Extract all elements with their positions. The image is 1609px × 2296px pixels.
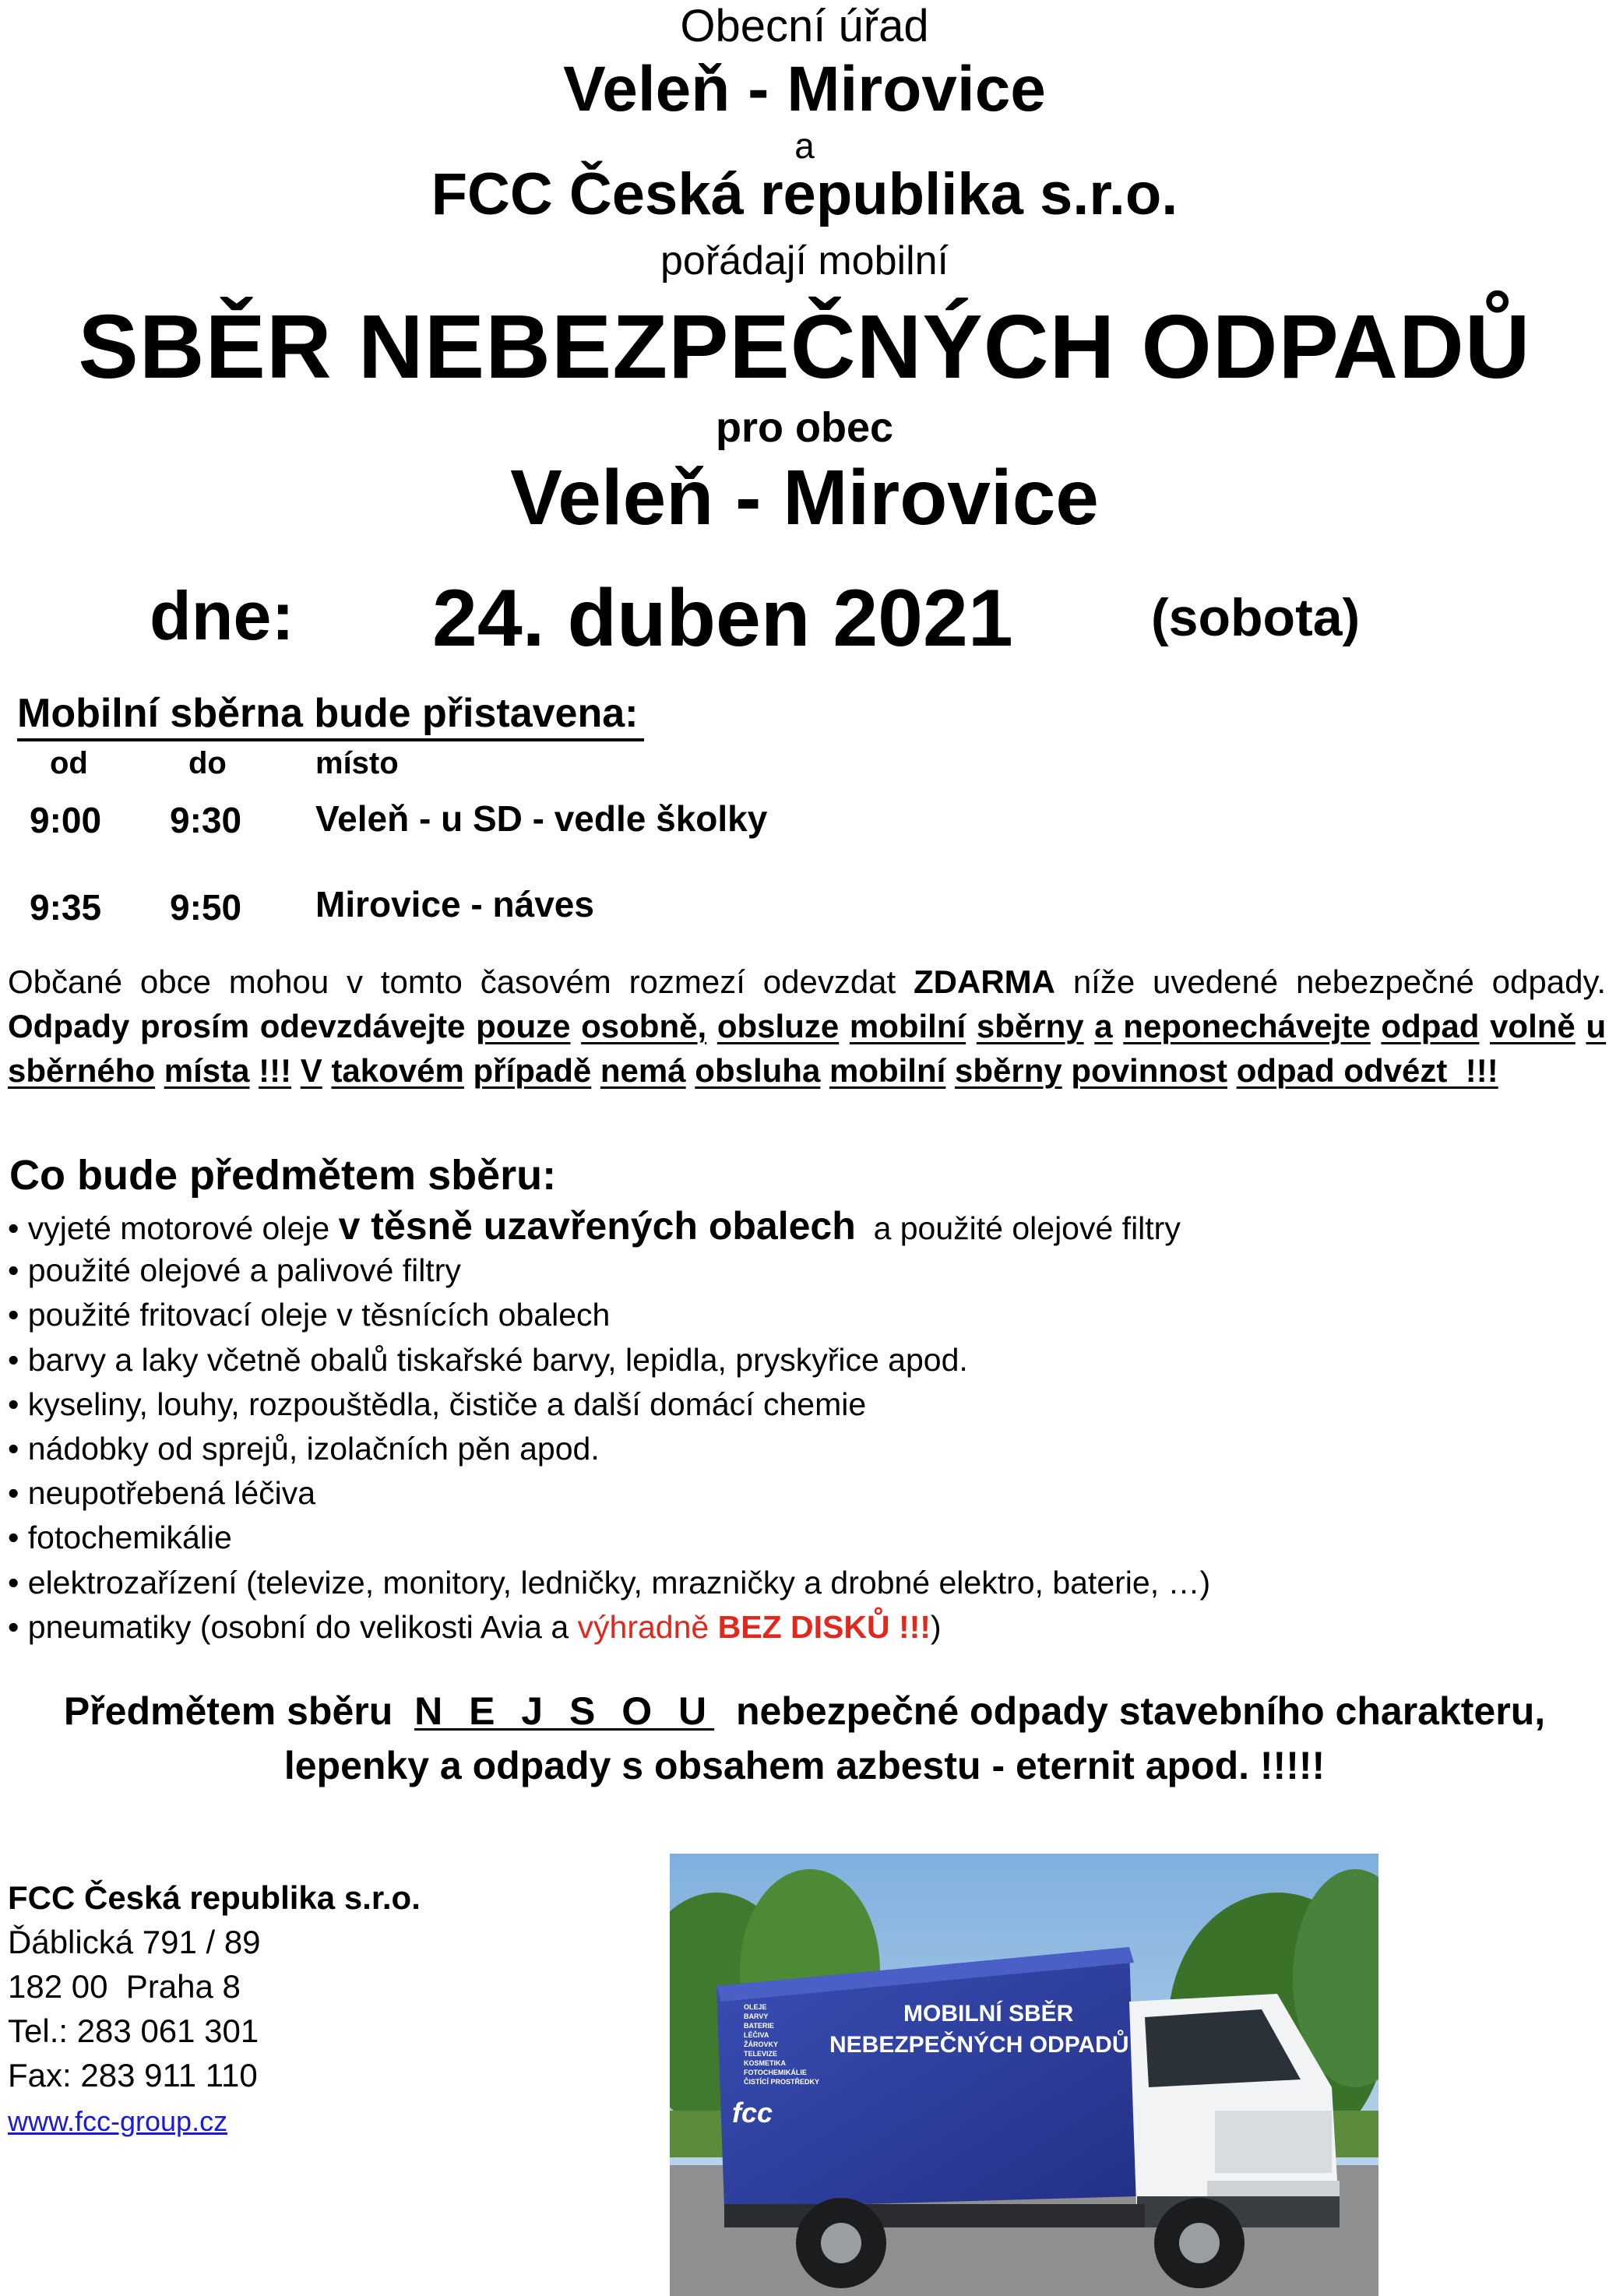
svg-text:KOSMETIKA: KOSMETIKA bbox=[744, 2059, 786, 2067]
schedule-row-2-to: 9:50 bbox=[170, 887, 242, 928]
date-label: dne: bbox=[150, 577, 294, 654]
contact-city: 182 00 Praha 8 bbox=[8, 1968, 241, 2005]
column-header-from: od bbox=[50, 746, 88, 780]
para-text: sběrného bbox=[8, 1052, 156, 1089]
truck-sign-line-1: MOBILNÍ SBĚR bbox=[903, 2001, 1074, 2027]
column-header-to: do bbox=[188, 746, 227, 780]
item-text: použité fritovací oleje v těsnících obalech bbox=[27, 1297, 611, 1333]
svg-text:TELEVIZE: TELEVIZE bbox=[744, 2050, 778, 2058]
svg-text:ČISTÍCÍ PROSTŘEDKY: ČISTÍCÍ PROSTŘEDKY bbox=[744, 2078, 820, 2086]
item-text: pneumatiky (osobní do velikosti Avia a bbox=[27, 1608, 569, 1645]
truck-sign-line-2: NEBEZPEČNÝCH ODPADŮ bbox=[829, 2032, 1129, 2058]
list-item bbox=[8, 1605, 1210, 1650]
para-text: nemá bbox=[600, 1052, 686, 1089]
para-text: neponechávejte bbox=[1123, 1008, 1371, 1044]
notice-line-1 bbox=[0, 1689, 1609, 1734]
column-header-place: místo bbox=[315, 746, 399, 780]
schedule-row-1-from: 9:00 bbox=[30, 800, 102, 840]
cab-grille bbox=[1215, 2111, 1332, 2173]
para-text: pouze bbox=[476, 1008, 571, 1044]
bullet: • bbox=[8, 1252, 19, 1289]
svg-text:BARVY: BARVY bbox=[744, 2013, 769, 2020]
para-text: Občané obce mohou v tomto časovém rozmezí odevzdat bbox=[8, 963, 896, 1000]
para-text: odpad bbox=[1381, 1008, 1480, 1044]
notice-text: Předmětem sběru bbox=[63, 1689, 393, 1733]
svg-text:BATERIE: BATERIE bbox=[744, 2022, 774, 2030]
para-text: osobně, bbox=[581, 1008, 707, 1044]
svg-text:OLEJE: OLEJE bbox=[744, 2003, 767, 2011]
list-item bbox=[8, 1427, 1210, 1471]
company-name: FCC Česká republika s.r.o. bbox=[431, 161, 1178, 227]
contact-block bbox=[8, 1875, 421, 2142]
item-text: kyseliny, louhy, rozpouštědla, čističe a další domácí chemie bbox=[27, 1386, 867, 1422]
office-title: Obecní úřad bbox=[680, 1, 929, 51]
contact-tel: Tel.: 283 061 301 bbox=[8, 2013, 259, 2049]
para-text: níže uvedené nebezpečné odpady. bbox=[1072, 963, 1606, 1000]
para-text: takovém bbox=[331, 1052, 464, 1089]
contact-fax: Fax: 283 911 110 bbox=[8, 2057, 258, 2094]
para-free: ZDARMA bbox=[914, 963, 1055, 1000]
truck-logo: fcc bbox=[732, 2097, 773, 2129]
para-text: sběrny bbox=[976, 1008, 1084, 1044]
schedule-row-2-from: 9:35 bbox=[30, 887, 102, 928]
para-text: místa bbox=[164, 1052, 250, 1089]
contact-company: FCC Česká republika s.r.o. bbox=[8, 1879, 421, 1916]
para-text: Odpady prosím odevzdávejte bbox=[8, 1008, 466, 1044]
list-item bbox=[8, 1471, 1210, 1516]
website-link[interactable]: www.fcc-group.cz bbox=[8, 2105, 228, 2137]
for-city-text: pro obec bbox=[715, 404, 894, 451]
list-item bbox=[8, 1382, 1210, 1427]
list-item bbox=[8, 1248, 1210, 1293]
item-text: elektrozařízení (televize, monitory, ledničky, mrazničky a drobné elektro, baterie, …) bbox=[27, 1564, 1211, 1601]
bullet: • bbox=[8, 1608, 19, 1645]
bullet: • bbox=[8, 1297, 19, 1333]
weekday-text: (sobota) bbox=[1151, 588, 1361, 647]
schedule-heading: Mobilní sběrna bude přistavena: bbox=[17, 690, 644, 741]
schedule-row-2-place: Mirovice - náves bbox=[315, 884, 594, 924]
bullet: • bbox=[8, 1475, 19, 1512]
items-list bbox=[8, 1204, 1210, 1650]
conjunction-text: a bbox=[794, 125, 815, 166]
para-text: V bbox=[300, 1052, 322, 1089]
bullet: • bbox=[8, 1564, 19, 1601]
para-text: mobilní bbox=[849, 1008, 966, 1044]
para-text: u bbox=[1586, 1008, 1607, 1044]
item-text: neupotřebená léčiva bbox=[27, 1475, 316, 1512]
bullet: • bbox=[8, 1430, 19, 1467]
page-title: SBĚR NEBEZPEČNÝCH ODPADŮ bbox=[78, 296, 1531, 397]
truck-illustration bbox=[670, 1854, 1378, 2296]
contact-street: Ďáblická 791 / 89 bbox=[8, 1924, 261, 1960]
item-text: nádobky od sprejů, izolačních pěn apod. bbox=[27, 1430, 600, 1467]
notice-text: nebezpečné odpady stavebního charakteru, bbox=[735, 1689, 1546, 1733]
para-text: obsluha bbox=[695, 1052, 821, 1089]
list-item bbox=[8, 1293, 1210, 1337]
para-text: povinnost bbox=[1071, 1052, 1228, 1089]
para-text: a bbox=[1094, 1008, 1113, 1044]
item-text: vyjeté motorové oleje bbox=[27, 1210, 330, 1246]
para-text: !!! bbox=[259, 1052, 292, 1089]
bullet: • bbox=[8, 1386, 19, 1422]
instructions-paragraph bbox=[8, 960, 1606, 1093]
municipality-name: Veleň - Mirovice bbox=[563, 54, 1046, 125]
para-text: volně bbox=[1490, 1008, 1576, 1044]
item-emphasis: v těsně uzavřených obalech bbox=[338, 1204, 856, 1248]
para-text: obsluze bbox=[716, 1008, 840, 1044]
bullet: • bbox=[8, 1520, 19, 1556]
date-value: 24. duben 2021 bbox=[432, 573, 1013, 664]
para-text: případě bbox=[473, 1052, 592, 1089]
svg-text:ŽÁROVKY: ŽÁROVKY bbox=[744, 2041, 779, 2048]
schedule-row-1-to: 9:30 bbox=[170, 800, 242, 840]
para-text: mobilní bbox=[829, 1052, 946, 1089]
notice-line-2: lepenky a odpady s obsahem azbestu - eternit apod. !!!!! bbox=[283, 1744, 1326, 1787]
organize-text: pořádají mobilní bbox=[660, 238, 949, 283]
para-text: sběrny bbox=[954, 1052, 1062, 1089]
list-item bbox=[8, 1204, 1210, 1248]
notice-not: N E J S O U bbox=[414, 1689, 715, 1733]
item-warning-bold: BEZ DISKŮ !!! bbox=[717, 1608, 931, 1645]
item-text: barvy a laky včetně obalů tiskařské barvy, lepidla, pryskyřice apod. bbox=[27, 1341, 968, 1378]
bullet: • bbox=[8, 1341, 19, 1378]
city-name: Veleň - Mirovice bbox=[510, 454, 1099, 541]
para-text: odpad odvézt !!! bbox=[1236, 1052, 1498, 1089]
item-warning: výhradně bbox=[577, 1608, 709, 1645]
item-text: ) bbox=[930, 1608, 942, 1645]
svg-text:FOTOCHEMIKÁLIE: FOTOCHEMIKÁLIE bbox=[744, 2069, 807, 2076]
bullet: • bbox=[8, 1210, 19, 1246]
item-text: použité olejové a palivové filtry bbox=[27, 1252, 461, 1289]
items-heading: Co bude předmětem sběru: bbox=[9, 1152, 557, 1199]
schedule-row-1-place: Veleň - u SD - vedle školky bbox=[315, 798, 768, 839]
item-text: a použité olejové filtry bbox=[873, 1210, 1181, 1246]
item-text: fotochemikálie bbox=[27, 1520, 232, 1556]
list-item bbox=[8, 1561, 1210, 1605]
list-item bbox=[8, 1338, 1210, 1382]
truck-photo bbox=[670, 1854, 1378, 2296]
svg-text:LÉČIVA: LÉČIVA bbox=[744, 2031, 769, 2039]
list-item bbox=[8, 1516, 1210, 1560]
